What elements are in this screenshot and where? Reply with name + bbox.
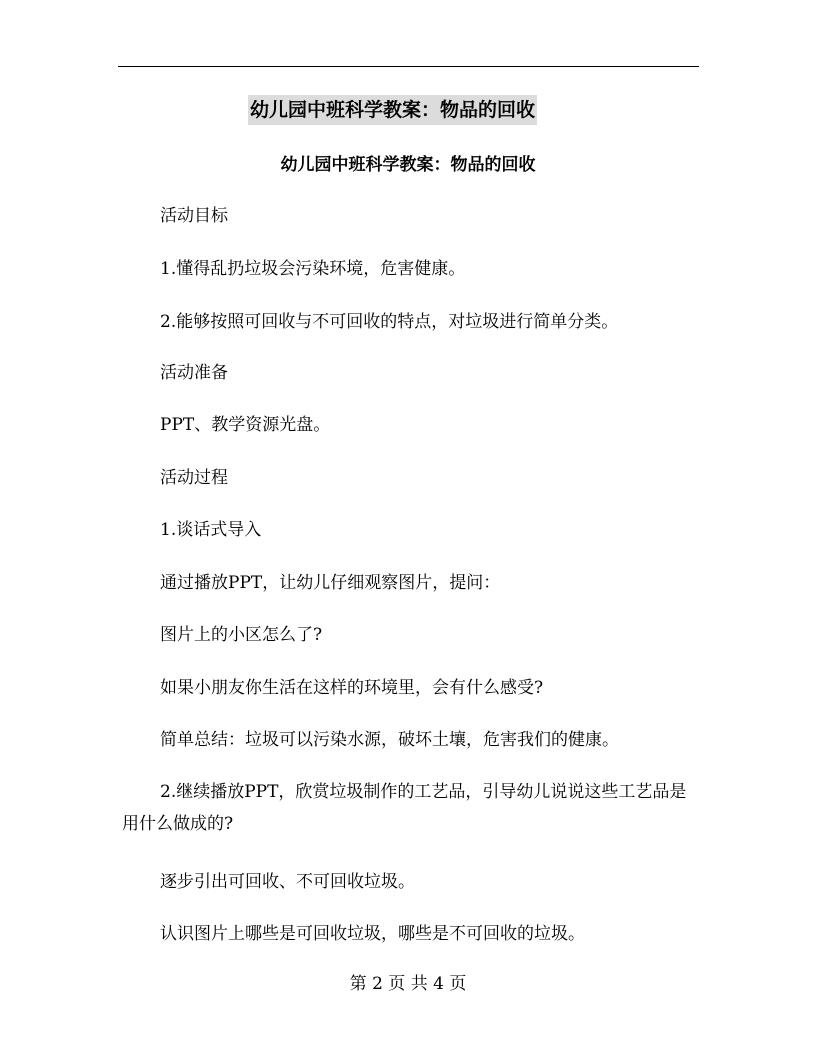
paragraph-identify-garbage: 认识图片上哪些是可回收垃圾，哪些是不可回收的垃圾。 — [160, 924, 585, 944]
paragraph-goal-1: 1.懂得乱扔垃圾会污染环境，危害健康。 — [160, 259, 466, 279]
header-rule — [118, 66, 699, 67]
section-title: 幼儿园中班科学教案：物品的回收 — [280, 155, 536, 175]
paragraph-step-1-intro: 通过播放PPT，让幼儿仔细观察图片，提问： — [160, 573, 501, 593]
paragraph-summary: 简单总结：垃圾可以污染水源，破坏土壤，危害我们的健康。 — [160, 730, 619, 750]
paragraph-step-2: 2.继续播放PPT，欣赏垃圾制作的工艺品，引导幼儿说说这些工艺品是用什么做成的? — [122, 782, 687, 834]
paragraph-question-1: 图片上的小区怎么了? — [160, 625, 323, 645]
paragraph-step-1: 1.谈话式导入 — [160, 520, 262, 540]
paragraph-question-2: 如果小朋友你生活在这样的环境里，会有什么感受? — [160, 678, 544, 698]
paragraph-introduce-categories: 逐步引出可回收、不可回收垃圾。 — [160, 872, 415, 892]
paragraph-goal-2: 2.能够按照可回收与不可回收的特点，对垃圾进行简单分类。 — [160, 312, 619, 332]
page-footer: 第 2 页 共 4 页 — [349, 974, 467, 994]
paragraph-prep-materials: PPT、教学资源光盘。 — [160, 415, 331, 435]
paragraph-activity-prep: 活动准备 — [160, 363, 228, 383]
paragraph-activity-goals: 活动目标 — [160, 206, 228, 226]
paragraph-activity-process: 活动过程 — [160, 468, 228, 488]
document-title: 幼儿园中班科学教案：物品的回收 — [248, 95, 537, 125]
